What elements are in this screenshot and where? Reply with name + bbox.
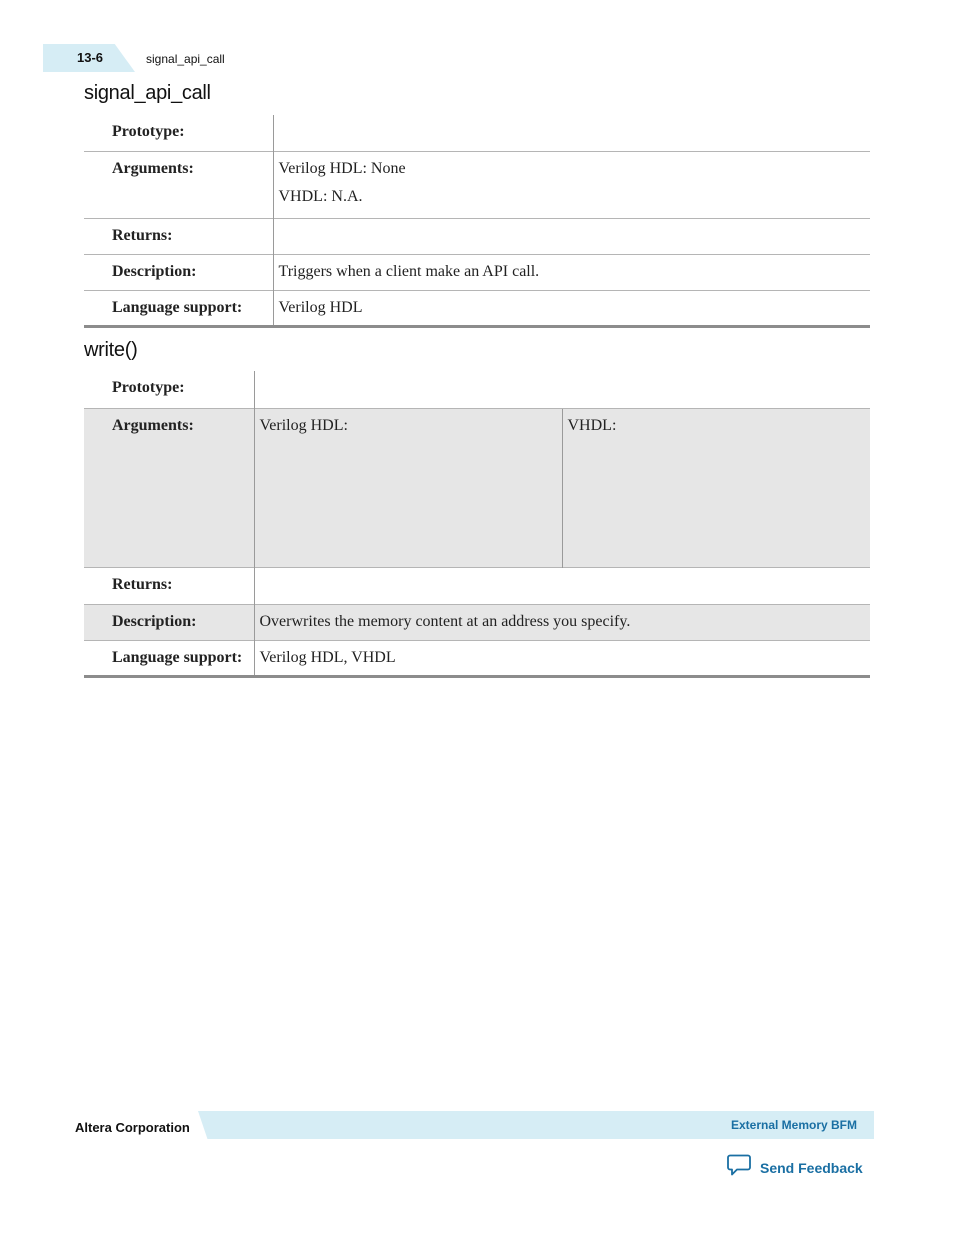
table-row [84,640,870,676]
prototype-value [273,115,870,151]
send-feedback-link[interactable] [727,1154,863,1181]
arguments-vhdl: VHDL: [562,408,870,567]
language-support-label: Language support: [84,640,254,676]
table-row [84,254,870,290]
speech-bubble-icon [727,1154,751,1181]
returns-label: Returns: [84,567,254,604]
write-table [84,371,870,678]
send-feedback-label: Send Feedback [760,1159,863,1176]
footer-company: Altera Corporation [75,1120,190,1135]
arguments-label: Arguments: [84,408,254,567]
page-number: 13-6 [77,50,104,65]
language-support-value: Verilog HDL, VHDL [254,640,870,676]
arguments-verilog: Verilog HDL: None [278,159,406,177]
running-title: signal_api_call [146,52,225,66]
prototype-label: Prototype: [112,379,185,396]
section-title-write: write() [84,339,138,361]
returns-value [254,567,870,604]
table-row [84,567,870,604]
table-row [84,290,870,326]
table-row [84,604,870,640]
arguments-vhdl: VHDL: N.A. [278,187,363,205]
arguments-verilog: Verilog HDL: [254,408,562,567]
description-label: Description: [84,254,273,290]
returns-value [273,218,870,254]
footer-document-title[interactable]: External Memory BFM [730,1118,857,1132]
table-row [84,371,870,408]
prototype-label: Prototype: [112,123,185,140]
language-support-value: Verilog HDL [273,290,870,326]
table-row [84,408,870,567]
table-row [84,115,870,151]
arguments-value [273,151,870,218]
language-support-label: Language support: [84,290,273,326]
table-row [84,151,870,218]
description-value: Triggers when a client make an API call. [273,254,870,290]
table-row [84,218,870,254]
description-label: Description: [84,604,254,640]
signal-api-call-table [84,115,870,328]
prototype-value [254,371,870,408]
description-value: Overwrites the memory content at an address you specify. [254,604,870,640]
returns-label: Returns: [84,218,273,254]
section-title-signal-api-call: signal_api_call [84,82,211,104]
arguments-label: Arguments: [84,151,273,218]
